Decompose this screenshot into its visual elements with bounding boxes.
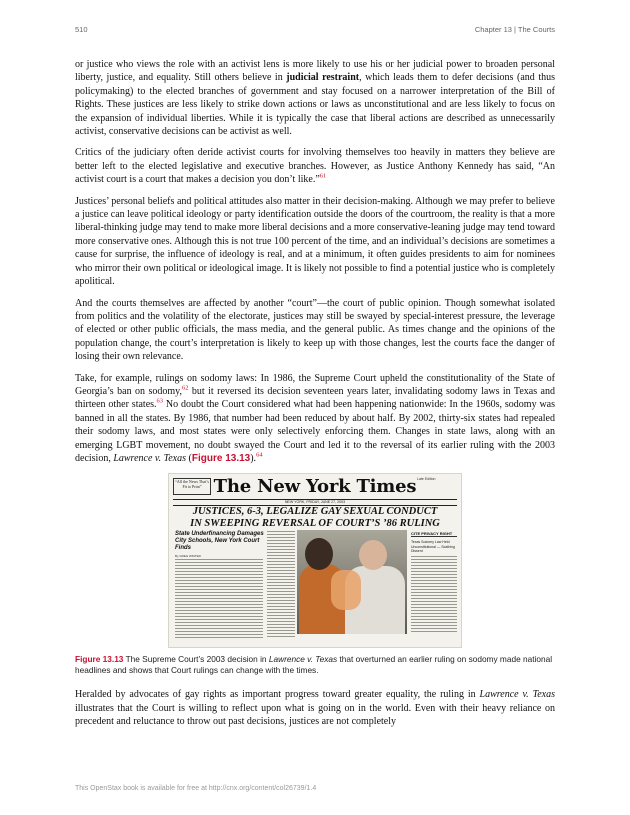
text-run: , which leads them to defer decisions (and thus policymaking) to the elected branches of government and stay focused on a narrower interpretation of the Bill of Rights. These justices are less likely to strike down actions or laws as unconstitutional and are less likely to focus on the expansion of individual liberties. While it is typically the case that liberal actions are described as unnecessarily activist, conservative decisions can be activist as well. [75,72,555,138]
figure-13-13 [75,473,555,676]
paragraph-sodomy-laws [75,372,555,466]
newspaper-left-headline: State Underfinancing Damages City Schools, New York Court Finds [175,531,264,552]
endnote-link-64[interactable]: 64 [256,451,263,459]
banner-line-1: JUSTICES, 6-3, LEGALIZE GAY SEXUAL CONDUCT [192,506,438,518]
text-run: The Supreme Court’s 2003 decision in [123,654,269,665]
newspaper-banner-headline [175,506,455,529]
text-run: Heralded by advocates of gay rights as important progress toward greater equality, the ruling in [75,689,480,701]
newspaper-column-text [175,559,263,643]
figure-caption [75,654,555,676]
endnote-link-62[interactable]: 62 [181,384,189,392]
newspaper-front-page-image [168,473,462,648]
text-run: or justice who views the role with an activist lens is more likely to use his or her judicial power to broaden personal liberty, justice, and equality. Still others believe in [75,59,555,84]
paragraph-personal-beliefs: Justices’ personal beliefs and political attitudes also matter in their decision-making. Although we may prefer to believe a justice can leave political ideology or party identification outside the doors of the courtroom, the reality is that a more liberal-thinking judge may tend to make more liberal decisions and a more conservative-leaning judge may tend toward more conservative ones. Although this is not true 100 percent of the time, and an individual’s decisions are sometimes a cause for surprise, the influence of ideology is real, and at a minimum, it often guides presidents to aim for nominees who mirror their own political or ideological image. It is likely not possible to find a potential justice who is completely apolitical. [75,195,555,288]
case-name: Lawrence v. Texas [268,654,338,665]
paragraph-public-opinion: And the courts themselves are affected by another “court”—the court of public opinion. Though somewhat isolated from politics and the volatility of the electorate, justices may still be swayed by special-interest pressure, the leverage of elected or other public officials, the mass media, and the general public. As times change and the opinions of the population change, the court’s interpretation is likely to keep up with those changes, lest the courts face the danger of losing their own relevance. [75,297,555,363]
text-run: Take, for example, rulings on sodomy laws: In 1986, the Supreme Court upheld the constitutionality of the State of Georgia’s ban on sodomy, [75,372,555,397]
page-number: 510 [75,25,88,34]
text-run: Critics of the judiciary often deride activist courts for involving themselves too heavily in matters they believe are better left to the elected legislative and executive branches. However, as Justice Anthony Kennedy has said, “An activist court is a court that makes a decision you don’t like.” [75,147,555,186]
text-run: ( [186,452,192,464]
newspaper-right-headline: CITE PRIVACY RIGHT [411,531,457,537]
newspaper-right-column [411,531,457,634]
paragraph-heralded [75,688,555,728]
chapter-title: Chapter 13 | The Courts [474,25,555,34]
newspaper-right-subheadline: Texas Sodomy Law Held Unconstitutional — Scathing Dissent [411,540,455,553]
page-body [75,58,555,737]
text-run: illustrates that the Court is willing to reflect upon what is going on in the world. Even with their heavy reliance on precedent and reluctance to throw out past decisions, justices are not completely [75,702,555,728]
page-footer: This OpenStax book is available for free at http://cnx.org/content/col26739/1.4 [75,785,317,792]
newspaper-masthead: The New York Times [213,476,417,498]
key-term-judicial-restraint: judicial restraint [286,72,360,84]
endnote-link-61[interactable]: 61 [319,172,327,180]
newspaper-photo [297,530,407,634]
case-name: Lawrence v. Texas [479,689,555,701]
figure-label: Figure 13.13 [75,654,124,665]
text-run: that overturned an earlier ruling on sodomy made national headlines and shows that Court rulings can change with the times. [75,654,553,676]
figure-reference-link[interactable]: Figure 13.13 [191,452,251,464]
text-run: ). [250,452,257,464]
newspaper-column-text [267,531,295,643]
text-run: No doubt the Court considered what had been happening nationwide: In the 1960s, sodomy was banned in all the states. By 1986, that number had been reduced by about half. By 2002, thirty-six states had repealed their sodomy laws, and most states were only selectively enforcing them. Changes in state laws, along with an emerging LGBT movement, no doubt swayed the Court and led it to the reversal of its earlier ruling with the 2003 decision, [75,399,555,464]
paragraph-activist-critics [75,146,555,186]
banner-line-2: IN SWEEPING REVERSAL OF COURT’S ’86 RULING [190,517,440,529]
text-run: but it reversed its decision seventeen years later, invalidating sodomy laws in Texas and thirteen other states. [75,385,555,411]
newspaper-byline: By GREG WINTER [175,554,201,559]
newspaper-ear-right: Late Edition [417,477,436,482]
newspaper-ear-left: “All the News That’s Fit to Print” [173,478,211,495]
case-name: Lawrence v. Texas [113,452,187,464]
endnote-link-63[interactable]: 63 [156,398,164,406]
paragraph-judicial-restraint [75,58,555,138]
newspaper-dateline: NEW YORK, FRIDAY, JUNE 27, 2003 [173,499,457,506]
page-header [75,25,555,39]
